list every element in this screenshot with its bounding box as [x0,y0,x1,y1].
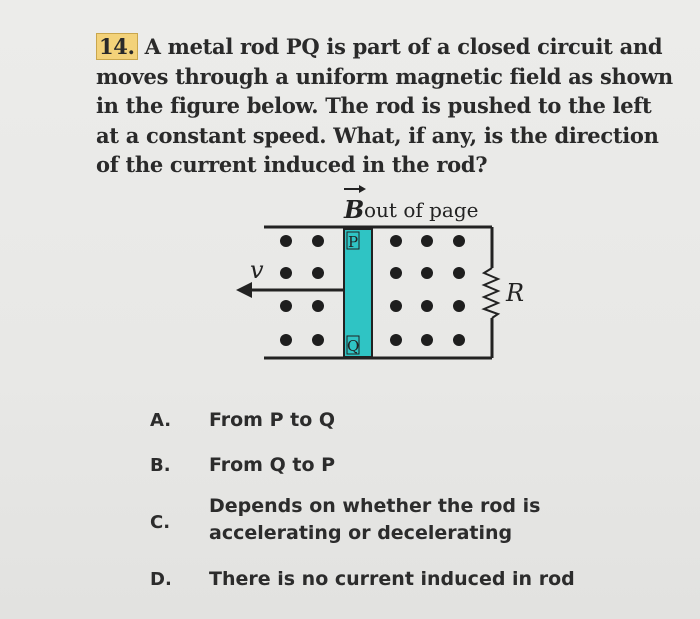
rod-bottom-label: Q [347,337,360,355]
option-text: From Q to P [209,454,336,476]
question-body: A metal rod PQ is part of a closed circuit and moves through a uniform magnetic field as shown in the figure below. The rod is pushed to the left at a constant speed. What, if any, is the direction of the current induced in the rod? [96,34,673,177]
resistor-label: R [506,279,525,307]
rod-top-label: P [348,233,359,251]
option-letter: B. [150,455,171,476]
option-text: There is no current induced in rod [209,568,575,590]
option-letter: A. [150,410,172,431]
question-number: 14. [96,33,138,60]
option-text: From P to Q [209,409,336,431]
option-letter: D. [150,569,172,590]
option-letter: C. [150,512,171,533]
option-text: Depends on whether the rod is accelerating or decelerating [209,495,541,544]
velocity-label: v [250,256,264,284]
field-direction-label: out of page [364,198,479,222]
field-symbol: B [344,195,365,224]
